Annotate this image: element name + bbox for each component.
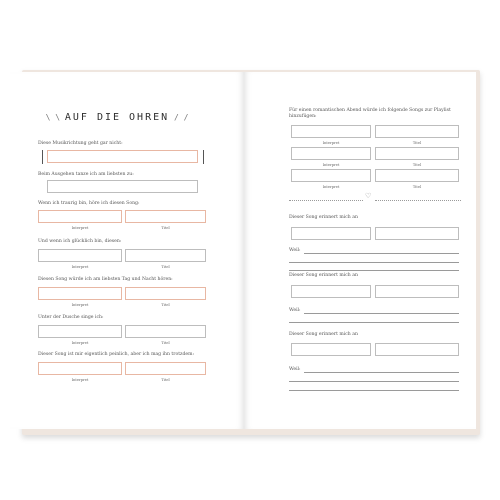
memory-field[interactable] <box>375 343 459 356</box>
divider-bar-left <box>42 150 43 164</box>
page-title-text: AUF DIE OHREN <box>64 112 170 123</box>
titel-field[interactable] <box>125 287 206 300</box>
titel-field[interactable] <box>125 325 206 338</box>
weil-line[interactable] <box>289 381 459 382</box>
titel-field[interactable] <box>375 169 459 182</box>
titel-caption: Titel <box>161 303 170 307</box>
interpret-caption: Interpret <box>71 226 89 230</box>
interpret-field[interactable] <box>291 147 371 160</box>
weil-line[interactable] <box>304 313 459 314</box>
titel-caption: Titel <box>161 378 170 382</box>
dotted-divider-right <box>375 200 461 201</box>
question-label: Diese Musikrichtung geht gar nicht: <box>38 141 123 146</box>
interpret-caption: Interpret <box>71 341 89 345</box>
memory-field[interactable] <box>291 343 371 356</box>
question-label: Dieser Song ist mir eigentlich peinlich, aber ich mag ihn trotzdem: <box>38 352 195 357</box>
interpret-caption: Interpret <box>322 185 340 189</box>
interpret-caption: Interpret <box>71 378 89 382</box>
interpret-field[interactable] <box>291 125 371 138</box>
memory-field[interactable] <box>375 227 459 240</box>
weil-label: Weil: <box>289 308 301 313</box>
title-deco-left-icon: \ \ <box>45 113 65 122</box>
interpret-field[interactable] <box>38 362 122 375</box>
question-label: Wenn ich traurig bin, höre ich diesen Song: <box>38 201 140 206</box>
memory-label: Dieser Song erinnert mich an <box>289 273 358 278</box>
titel-caption: Titel <box>161 226 170 230</box>
memory-field[interactable] <box>291 285 371 298</box>
question-label: Unter der Dusche singe ich: <box>38 315 104 320</box>
heart-icon: ♡ <box>365 192 372 200</box>
intro-text: Für einen romantischen Abend würde ich folgende Songs zur Playlist hinzufügen: <box>289 108 451 119</box>
answer-field[interactable] <box>47 150 198 163</box>
interpret-field[interactable] <box>38 325 122 338</box>
answer-field[interactable] <box>47 180 198 193</box>
titel-field[interactable] <box>375 147 459 160</box>
weil-line[interactable] <box>304 253 459 254</box>
titel-field[interactable] <box>125 210 206 223</box>
interpret-field[interactable] <box>291 169 371 182</box>
dotted-divider-left <box>289 200 363 201</box>
question-label: Und wenn ich glücklich bin, diesen: <box>38 239 122 244</box>
interpret-field[interactable] <box>38 287 122 300</box>
titel-caption: Titel <box>412 141 422 145</box>
interpret-field[interactable] <box>38 210 122 223</box>
interpret-caption: Interpret <box>71 303 89 307</box>
titel-caption: Titel <box>412 185 422 189</box>
memory-field[interactable] <box>291 227 371 240</box>
weil-label: Weil: <box>289 248 301 253</box>
interpret-field[interactable] <box>38 249 122 262</box>
page-title <box>0 112 234 123</box>
titel-caption: Titel <box>412 163 422 167</box>
interpret-caption: Interpret <box>322 141 340 145</box>
memory-label: Dieser Song erinnert mich an <box>289 215 358 220</box>
weil-line[interactable] <box>304 372 459 373</box>
interpret-caption: Interpret <box>322 163 340 167</box>
titel-field[interactable] <box>125 249 206 262</box>
weil-line[interactable] <box>289 270 459 271</box>
title-deco-right-icon: / / <box>169 113 189 122</box>
titel-caption: Titel <box>161 341 170 345</box>
question-label: Beim Ausgehen tanze ich am liebsten zu: <box>38 172 134 177</box>
memory-label: Dieser Song erinnert mich an <box>289 332 358 337</box>
titel-field[interactable] <box>125 362 206 375</box>
weil-label: Weil: <box>289 367 301 372</box>
memory-field[interactable] <box>375 285 459 298</box>
divider-bar-right <box>203 150 204 164</box>
weil-line[interactable] <box>289 322 459 323</box>
titel-caption: Titel <box>161 265 170 269</box>
titel-field[interactable] <box>375 125 459 138</box>
question-label: Diesen Song würde ich am liebsten Tag und Nacht hören: <box>38 277 173 282</box>
weil-line[interactable] <box>289 390 459 391</box>
weil-line[interactable] <box>289 262 459 263</box>
interpret-caption: Interpret <box>71 265 89 269</box>
